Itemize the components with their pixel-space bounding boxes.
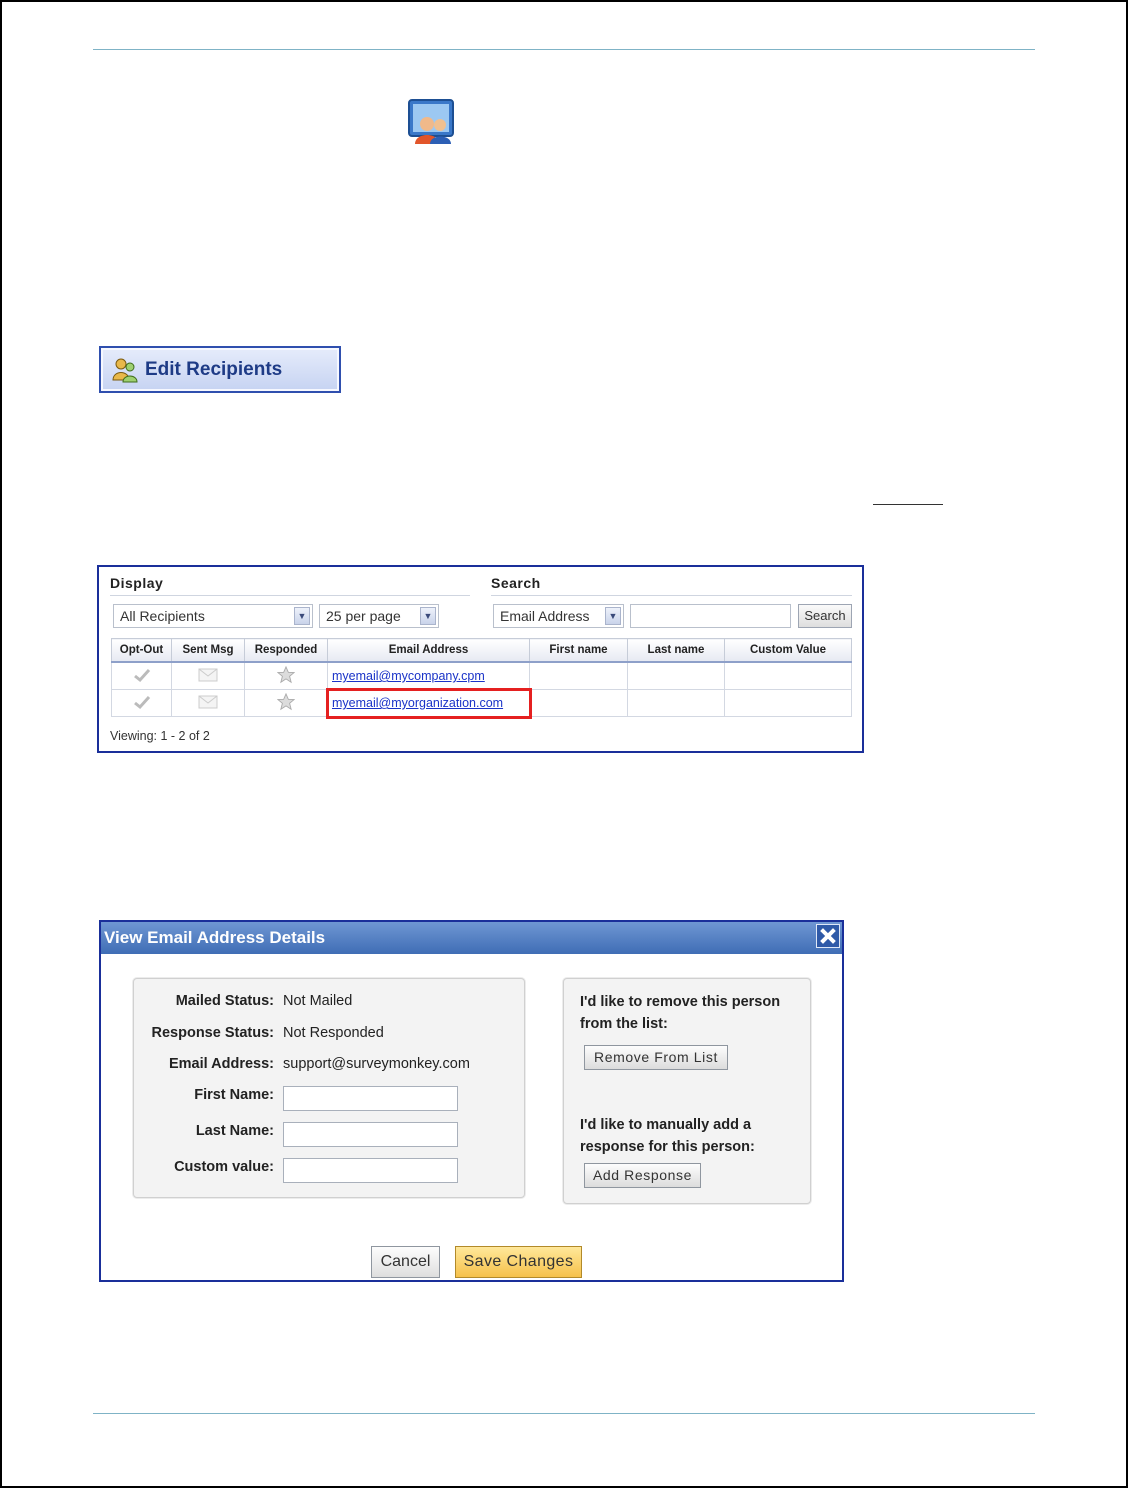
check-icon (132, 694, 152, 710)
email-address-label: Email Address: (168, 1056, 274, 1072)
search-button[interactable]: Search (798, 604, 852, 628)
search-input[interactable] (630, 604, 791, 628)
column-header[interactable]: Opt-Out (112, 639, 172, 663)
table-row (112, 662, 852, 690)
last-name-row (134, 1123, 274, 1143)
recipients-panel (97, 565, 864, 753)
per-page-value: 25 per page (326, 608, 401, 624)
column-header[interactable]: First name (530, 639, 628, 663)
star-icon (277, 666, 295, 684)
response-status-label: Response Status: (151, 1025, 274, 1041)
mailed-status-label: Mailed Status: (175, 993, 274, 1009)
first-name-field[interactable] (283, 1086, 458, 1111)
email-details-dialog (99, 920, 844, 1282)
custom-value-cell (725, 690, 852, 717)
text-underline (873, 504, 943, 505)
column-header[interactable]: Email Address (328, 639, 530, 663)
column-header[interactable]: Responded (245, 639, 328, 663)
save-changes-button[interactable]: Save Changes (455, 1246, 582, 1278)
envelope-icon (198, 695, 218, 709)
remove-text-line-2: from the list: (580, 1016, 668, 1032)
mailed-status-value: Not Mailed (283, 993, 353, 1009)
display-title: Display (110, 575, 164, 591)
edit-recipients-button[interactable] (99, 346, 341, 393)
last-name-cell (628, 662, 725, 690)
chevron-down-icon: ▼ (605, 607, 621, 625)
star-icon (277, 693, 295, 711)
column-header[interactable]: Custom Value (725, 639, 852, 663)
search-divider (491, 595, 852, 596)
dialog-title: View Email Address Details (101, 922, 842, 954)
sent-msg-cell (172, 690, 245, 717)
email-link[interactable]: myemail@mycompany.cpm (332, 669, 485, 683)
viewing-count: Viewing: 1 - 2 of 2 (110, 729, 210, 743)
responded-cell (245, 690, 328, 717)
mailed-status-row (134, 993, 274, 1013)
remove-text-line-1: I'd like to remove this person (580, 994, 781, 1010)
first-name-row (134, 1087, 274, 1107)
last-name-field[interactable] (283, 1122, 458, 1147)
recipients-table (111, 638, 852, 717)
responded-cell (245, 662, 328, 690)
table-row (112, 690, 852, 717)
custom-value-field[interactable] (283, 1158, 458, 1183)
first-name-label: First Name: (194, 1087, 274, 1103)
add-text-line-2: response for this person: (580, 1139, 755, 1155)
custom-value-cell (725, 662, 852, 690)
actions-box (563, 978, 811, 1204)
footer-rule (93, 1413, 1035, 1414)
last-name-label: Last Name: (195, 1123, 274, 1139)
column-header[interactable]: Sent Msg (172, 639, 245, 663)
custom-value-row (134, 1159, 274, 1179)
email-address-value: support@surveymonkey.com (283, 1056, 470, 1072)
email-cell-highlighted (328, 690, 530, 717)
recipient-filter-select[interactable] (113, 604, 313, 628)
opt-out-cell[interactable] (112, 662, 172, 690)
custom-value-label: Custom value: (174, 1159, 274, 1175)
first-name-cell (530, 662, 628, 690)
envelope-icon (198, 668, 218, 682)
check-icon (132, 667, 152, 683)
search-field-select[interactable] (493, 604, 624, 628)
close-button[interactable] (816, 924, 840, 948)
column-header[interactable]: Last name (628, 639, 725, 663)
remove-from-list-button[interactable]: Remove From List (584, 1045, 728, 1070)
email-address-row (134, 1056, 274, 1076)
sent-msg-cell (172, 662, 245, 690)
first-name-cell (530, 690, 628, 717)
recipients-icon (407, 98, 455, 146)
opt-out-cell[interactable] (112, 690, 172, 717)
close-icon (820, 928, 836, 944)
header-rule (93, 49, 1035, 50)
email-cell (328, 662, 530, 690)
edit-recipients-label: Edit Recipients (145, 358, 283, 380)
response-status-value: Not Responded (283, 1025, 384, 1041)
table-header-row (112, 639, 852, 663)
chevron-down-icon: ▼ (294, 607, 310, 625)
response-status-row (134, 1025, 274, 1045)
search-title: Search (491, 575, 541, 591)
recipient-filter-value: All Recipients (120, 608, 205, 624)
chevron-down-icon: ▼ (420, 607, 436, 625)
display-divider (110, 595, 470, 596)
last-name-cell (628, 690, 725, 717)
add-text-line-1: I'd like to manually add a (580, 1117, 752, 1133)
email-link[interactable]: myemail@myorganization.com (332, 696, 504, 710)
add-response-button[interactable]: Add Response (584, 1163, 701, 1188)
people-icon (111, 356, 139, 384)
cancel-button[interactable]: Cancel (371, 1246, 440, 1278)
search-field-value: Email Address (500, 608, 590, 624)
per-page-select[interactable] (319, 604, 439, 628)
details-box (133, 978, 525, 1198)
